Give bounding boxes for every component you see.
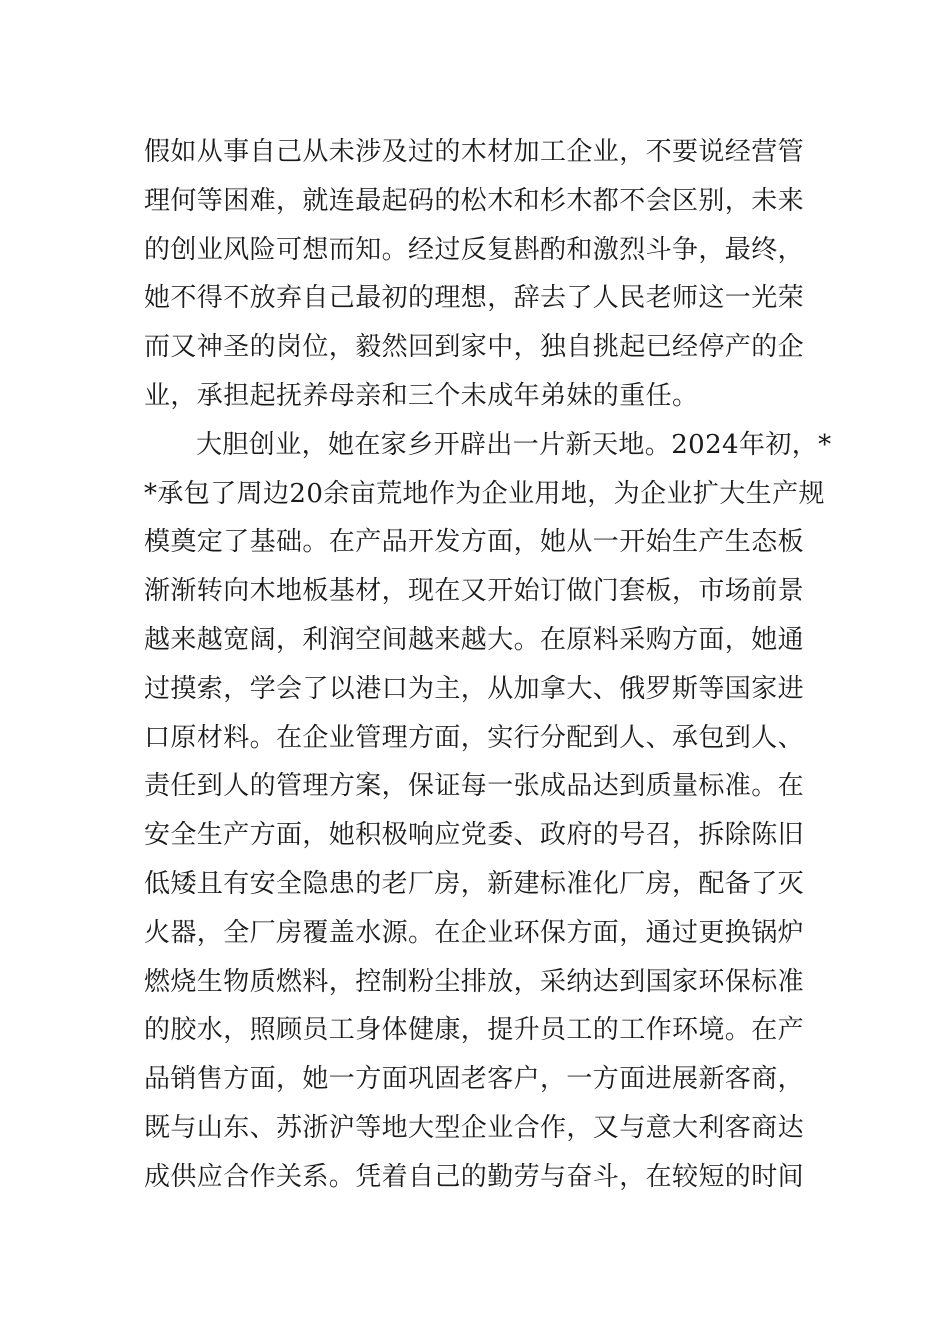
text-line: 燃烧生物质燃料，控制粉尘排放，采纳达到国家环保标准 — [144, 966, 805, 997]
body-text — [144, 128, 832, 1202]
text-line: 越来越宽阔，利润空间越来越大。在原料采购方面，她通 — [144, 624, 805, 655]
text-line: 火器，全厂房覆盖水源。在企业环保方面，通过更换锅炉 — [144, 917, 805, 948]
text-line: 成供应合作关系。凭着自己的勤劳与奋斗，在较短的时间 — [144, 1161, 805, 1192]
text-line: 口原材料。在企业管理方面，实行分配到人、承包到人、 — [144, 722, 805, 753]
text-line: 责任到人的管理方案，保证每一张成品达到质量标准。在 — [144, 771, 805, 802]
paragraph-start-line: 大胆创业，她在家乡开辟出一片新天地。2024年初，* — [196, 429, 832, 460]
text-line: 的胶水，照顾员工身体健康，提升员工的工作环境。在产 — [144, 1015, 805, 1046]
text-line: 品销售方面，她一方面巩固老客户，一方面进展新客商， — [144, 1064, 805, 1095]
text-line: 安全生产方面，她积极响应党委、政府的号召，拆除陈旧 — [144, 820, 805, 851]
text-line: 既与山东、苏浙沪等地大型企业合作，又与意大利客商达 — [144, 1112, 805, 1143]
text-line: 假如从事自己从未涉及过的木材加工企业，不要说经营管 — [144, 137, 805, 167]
text-line: 她不得不放弃自己最初的理想，辞去了人民老师这一光荣 — [144, 283, 805, 314]
text-line: 渐渐转向木地板基材，现在又开始订做门套板，市场前景 — [144, 576, 805, 607]
text-line: 的创业风险可想而知。经过反复斟酌和激烈斗争，最终， — [144, 234, 805, 265]
text-line: *承包了周边20余亩荒地作为企业用地，为企业扩大生产规 — [144, 478, 825, 509]
text-line: 低矮且有安全隐患的老厂房，新建标准化厂房，配备了灭 — [144, 868, 805, 899]
text-line: 理何等困难，就连最起码的松木和杉木都不会区别，未来 — [144, 185, 805, 216]
text-line: 模奠定了基础。在产品开发方面，她从一开始生产生态板 — [144, 527, 805, 558]
text-line: 而又神圣的岗位，毅然回到家中，独自挑起已经停产的企 — [144, 332, 805, 363]
text-line: 过摸索，学会了以港口为主，从加拿大、俄罗斯等国家进 — [144, 673, 805, 704]
text-line: 业，承担起抚养母亲和三个未成年弟妹的重任。 — [144, 380, 699, 411]
